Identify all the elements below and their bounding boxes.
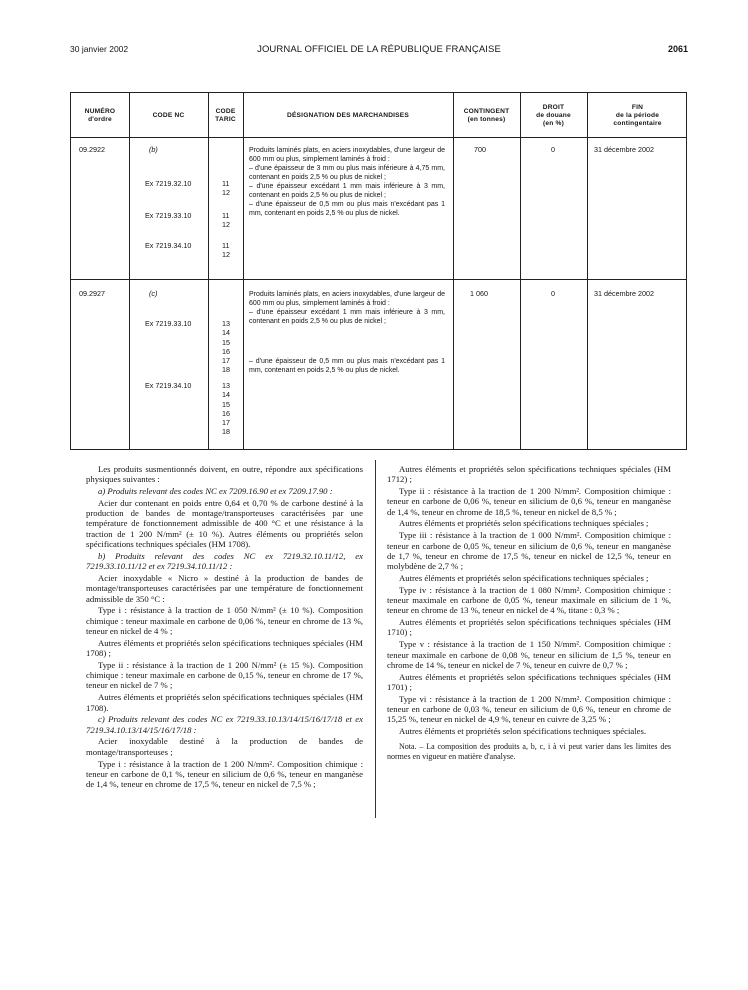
paragraph: Acier inoxydable « Nicro » destiné à la production de bandes de montage/transporteuses caractérisées par une température de fonctionnement admissible de 350 °C : <box>86 572 363 604</box>
paragraph: Les produits susmentionnés doivent, en outre, répondre aux spécifications physiques suivantes : <box>86 464 363 485</box>
nc-code-group <box>145 381 191 390</box>
text-column-right <box>387 464 671 761</box>
column-divider <box>208 93 209 449</box>
column-header-code-nc: CODE NC <box>152 112 185 120</box>
taric-code: 12 <box>222 188 230 198</box>
paragraph: b) Produits relevant des codes NC ex 7219.32.10.11/12, ex 7219.33.10.11/12 et ex 7219.34.10.11/12 : <box>86 550 363 572</box>
paragraph: Type ii : résistance à la traction de 1 200 N/mm² (± 15 %). Composition chimique : teneur maximale en carbone de 0,15 %, teneur en chrome de 17 %, teneur en nickel de 7 % ; <box>86 659 363 691</box>
taric-code: 13 <box>222 381 230 390</box>
column-header-fin: FIN de la période contingentaire <box>613 104 662 127</box>
paragraph: c) Produits relevant des codes NC ex 7219.33.10.13/14/15/16/17/18 et ex 7219.34.10.13/14/15/16/17/18 : <box>86 714 363 735</box>
row-contingent: 1 060 <box>470 289 488 298</box>
column-divider <box>520 93 521 449</box>
taric-code: 18 <box>222 365 230 375</box>
nc-code: Ex 7219.34.10 <box>145 241 192 250</box>
row-numero: 09.2927 <box>79 289 105 298</box>
row-description <box>249 290 445 375</box>
taric-code-group <box>222 211 230 230</box>
nc-code: Ex 7219.33.10 <box>145 211 192 220</box>
description-item: – d'une épaisseur excédant 1 mm mais inférieure à 3 mm, contenant en poids 2,5 % ou plus de nickel ; <box>249 183 445 199</box>
paragraph: Autres éléments et propriétés selon spécifications techniques spéciales. <box>399 726 647 737</box>
paragraph: Autres éléments et propriétés selon spécifications techniques spéciales ; <box>399 572 649 583</box>
taric-code: 11 <box>222 241 230 250</box>
journal-title: JOURNAL OFFICIEL DE LA RÉPUBLIQUE FRANÇAISE <box>257 44 501 55</box>
nc-code-group <box>145 319 191 328</box>
row-description <box>249 146 445 218</box>
paragraph: Type i : résistance à la traction de 1 050 N/mm² (± 10 %). Composition chimique : teneur maximale en carbone de 0,06 %, teneur en chrome de 13 %, teneur en nickel de 4 % ; <box>86 605 363 636</box>
row-fin: 31 décembre 2002 <box>594 145 654 154</box>
paragraph: Type vi : résistance à la traction de 1 200 N/mm². Composition chimique : teneur en carbone de 0,03 %, teneur en silicium de 0,6 %, teneur en chrome de 15,25 %, teneur en nickel de 4,9 %, teneur en cuivre de 3,25 % ; <box>387 693 671 725</box>
paragraph: Type v : résistance à la traction de 1 150 N/mm². Composition chimique : teneur maximale en carbone de 0,08 %, teneur en silicium de 1,5 %, teneur en chrome de 14 %, teneur en nickel de 7 %, teneur en cuivre de 0,7 % ; <box>387 639 671 670</box>
column-header-contingent: CONTINGENT (en tonnes) <box>463 108 510 123</box>
taric-code-group <box>222 241 230 260</box>
taric-code: 14 <box>222 390 230 400</box>
paragraph: Type iv : résistance à la traction de 1 080 N/mm². Composition chimique : teneur maximale en carbone de 0,05 %, teneur maximale en silicium de 1 %, teneur en chrome de 13 %, teneur en nickel de 4 %, titane : 0,3 % ; <box>387 584 671 616</box>
nc-code: Ex 7219.34.10 <box>145 381 192 390</box>
header-row-divider <box>71 137 686 138</box>
taric-code-group <box>222 179 230 198</box>
row-letter: (b) <box>149 145 158 154</box>
taric-code: 11 <box>222 179 230 188</box>
taric-code: 15 <box>222 337 230 347</box>
row-divider <box>71 279 686 280</box>
column-divider <box>129 93 130 449</box>
column-header-code-taric: CODE TARIC <box>215 108 236 123</box>
paragraph: Type ii : résistance à la traction de 1 200 N/mm². Composition chimique : teneur en carbone de 0,06 %, teneur en silicium de 0,6 %, teneur en manganèse de 1,4 %, teneur en chrome de 18,5 %, teneur en nickel de 8,5 % ; <box>387 486 671 517</box>
running-header <box>70 44 688 56</box>
row-contingent: 700 <box>474 145 486 154</box>
row-letter: (c) <box>149 289 158 298</box>
taric-code: 17 <box>222 356 230 366</box>
description-item: – d'une épaisseur de 0,5 mm ou plus mais n'excédant pas 1 mm, contenant en poids 2,5 % ou plus de nickel. <box>249 358 445 374</box>
description-intro: Produits laminés plats, en aciers inoxydables, d'une largeur de 600 mm ou plus, simplement laminés à froid : <box>249 147 445 163</box>
taric-code-group <box>222 381 230 437</box>
paragraph: Autres éléments et propriétés selon spécifications techniques spéciales ; <box>399 518 649 529</box>
paragraph: Autres éléments et propriétés selon spécifications techniques spéciales (HM 1708) ; <box>86 637 363 659</box>
column-divider <box>453 93 454 449</box>
page-number: 2061 <box>667 44 688 54</box>
nc-code: Ex 7219.33.10 <box>145 319 192 328</box>
nc-code: Ex 7219.32.10 <box>145 179 192 188</box>
paragraph: Type i : résistance à la traction de 1 200 N/mm². Composition chimique : teneur en carbone de 0,1 %, teneur en silicium de 0,6 %, teneur en manganèse de 1,4 %, teneur en chrome de 17,5 %, teneur en nickel de 7,5 % ; <box>86 758 363 790</box>
text-column-left <box>86 464 363 789</box>
nc-code-group <box>145 211 191 220</box>
description-item: – d'une épaisseur excédant 1 mm mais inférieure à 3 mm, contenant en poids 2,5 % ou plus de nickel ; <box>249 309 445 325</box>
paragraph: Acier dur contenant en poids entre 0,64 et 0,70 % de carbone destiné à la production de bandes de montage/transporteuses caractérisées par une température de fonctionnement admissible de 400 °C et une résistance à la traction de 1 200 N/mm² (± 10 %). Autres éléments ou propriétés selon spécifications techniques spéciales (HM 1708). <box>86 497 363 550</box>
description-intro: Produits laminés plats, en aciers inoxydables, d'une largeur de 600 mm ou plus, simplement laminés à froid : <box>249 291 445 307</box>
taric-code: 18 <box>222 427 230 437</box>
description-item: – d'une épaisseur de 0,5 mm ou plus mais n'excédant pas 1 mm, contenant en poids 2,5 % ou plus de nickel. <box>249 201 445 217</box>
paragraph: a) Produits relevant des codes NC ex 7209.16.90 et ex 7209.17.90 : <box>98 486 333 497</box>
taric-code: 16 <box>222 408 230 418</box>
taric-code: 15 <box>222 399 230 409</box>
row-droit: 0 <box>551 289 555 298</box>
paragraph: Autres éléments et propriétés selon spécifications techniques spéciales (HM 1701) ; <box>387 671 671 692</box>
taric-code: 16 <box>222 346 230 356</box>
footnote: Nota. – La composition des produits a, b, c, i à vi peut varier dans les limites des normes en vigueur en matière d'analyse. <box>387 742 671 761</box>
paragraph: Autres éléments et propriétés selon spécifications techniques spéciales (HM 1710) ; <box>387 617 671 638</box>
taric-code: 12 <box>222 220 230 230</box>
column-divider <box>243 93 244 449</box>
taric-code: 11 <box>222 211 230 220</box>
taric-code: 14 <box>222 328 230 338</box>
column-header-numero: NUMÉRO d'ordre <box>84 108 116 123</box>
nc-code-group <box>145 241 191 250</box>
paragraph: Type iii : résistance à la traction de 1 000 N/mm². Composition chimique : teneur en carbone de 0,05 %, teneur en silicium de 0,6 %, teneur en manganèse de 1,7 %, teneur en chrome de 17,5 %, teneur en nickel de 12,5 %, teneur en molybdène de 2,7 % ; <box>387 530 671 572</box>
column-header-droit: DROIT de douane (en %) <box>536 104 571 127</box>
taric-code: 12 <box>222 250 230 260</box>
row-droit: 0 <box>551 145 555 154</box>
column-rule <box>375 460 376 818</box>
description-item: – d'une épaisseur de 3 mm ou plus mais inférieure à 4,75 mm, contenant en poids 2,5 % ou plus de nickel ; <box>249 165 445 181</box>
row-numero: 09.2922 <box>79 145 105 154</box>
nc-code-group <box>145 179 191 188</box>
paragraph: Autres éléments et propriétés selon spécifications techniques spéciales (HM 1708). <box>86 692 363 713</box>
paragraph: Autres éléments et propriétés selon spécifications techniques spéciales (HM 1712) ; <box>387 464 671 485</box>
column-divider <box>587 93 588 449</box>
taric-code: 13 <box>222 319 230 328</box>
column-header-designation: DÉSIGNATION DES MARCHANDISES <box>287 112 409 120</box>
row-fin: 31 décembre 2002 <box>594 289 654 298</box>
quota-table <box>70 92 687 450</box>
issue-date: 30 janvier 2002 <box>70 44 129 54</box>
paragraph: Acier inoxydable destiné à la production de bandes de montage/transporteuses ; <box>86 736 363 757</box>
taric-code-group <box>222 319 230 375</box>
taric-code: 17 <box>222 418 230 428</box>
